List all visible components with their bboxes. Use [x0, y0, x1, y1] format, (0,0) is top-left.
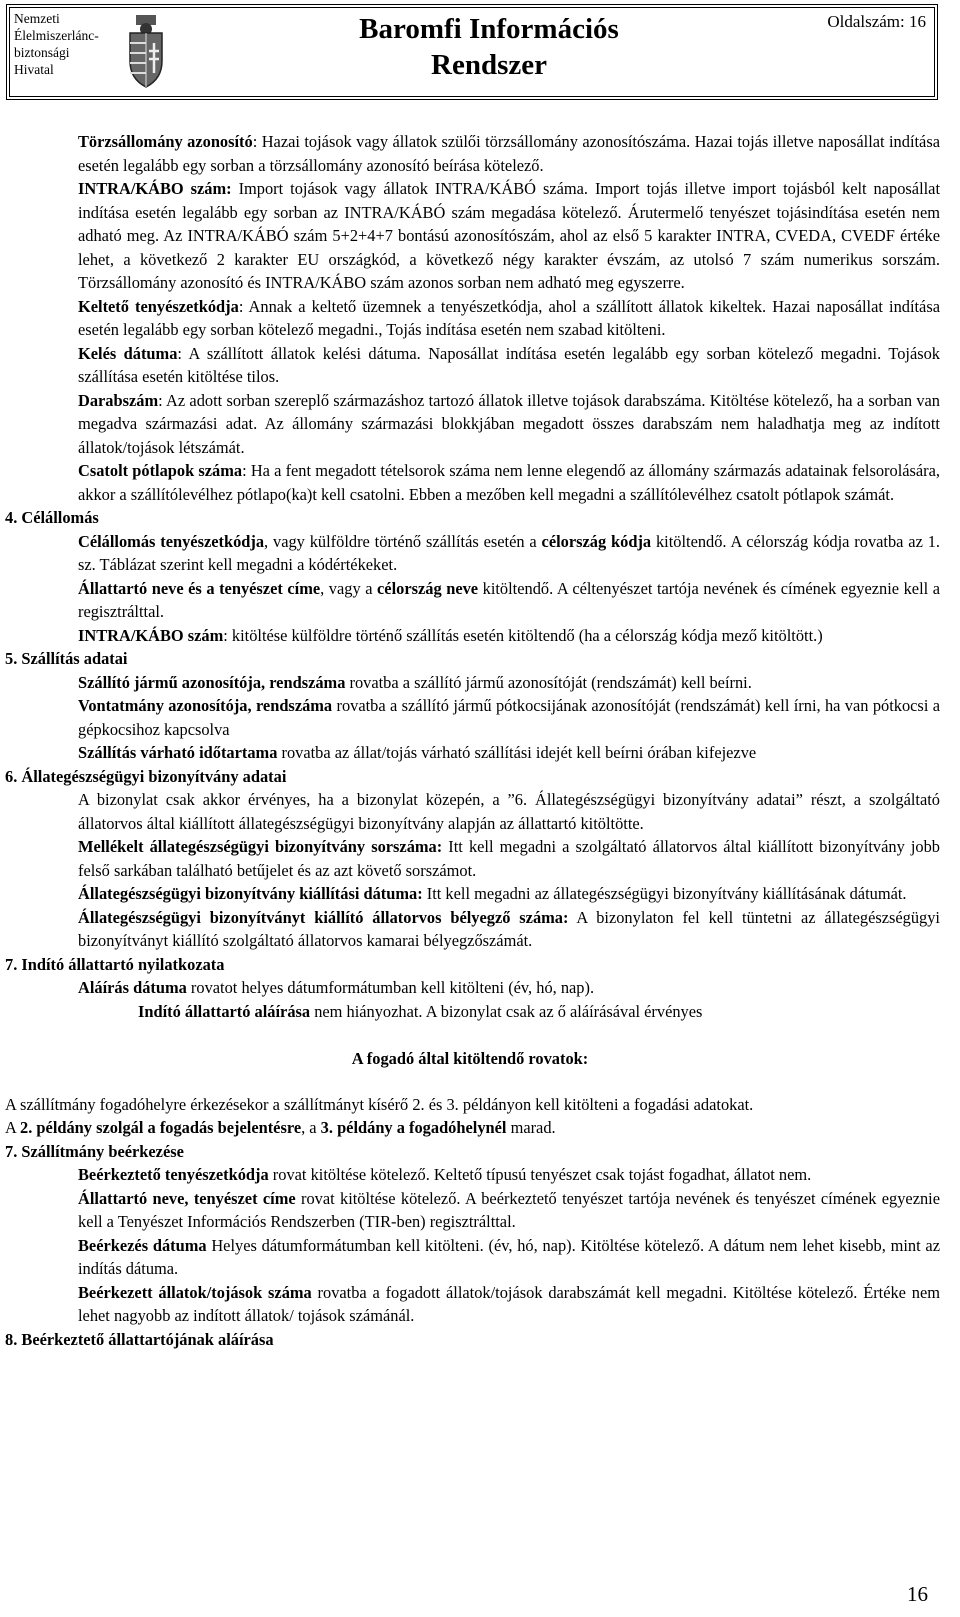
field-term: Állategészségügyi bizonyítványt kiállító állatorvos bélyegző száma: [78, 907, 569, 927]
text-run: A [5, 1118, 21, 1137]
paragraph [0, 1116, 940, 1140]
field-description: : Ha a fent megadott tételsorok száma nem lenne elegendő az állomány származás adatainak felsorolására, akkor a szállítólevélhez pótlapo(ka)t kell csatolni. Ebben a mezőben kell megadni a szállítólevélhez csatolt pótlapok számát. [78, 461, 941, 504]
paragraph [0, 694, 940, 741]
field-description: : Annak a keltető üzemnek a tenyészetkódja, ahol a szállított állatok kikeltek. Hazai naposállat indítása esetén legalább egy sorban kötelező megadni., Tojás indítása esetén nem szabad kitölteni. [78, 296, 940, 339]
section-heading: 7. Indító állattartó nyilatkozata [5, 954, 225, 974]
field-description: rovatba a fogadott állatok/tojások darabszámát kell megadni. Kitöltése kötelező. Értéke nem lehet nagyobb az indított állatok/ tojások számánál. [78, 1282, 940, 1325]
agency-line: Nemzeti [14, 11, 60, 26]
field-term: Csatolt pótlapok száma [78, 461, 243, 480]
agency-line: biztonsági [14, 45, 70, 60]
field-description: rovatba a szállító jármű pótkocsijának azonosítóját (rendszámát) kell írni, ha van pótkocsi a gépkocsihoz kapcsolva [78, 696, 941, 739]
title-line: Baromfi Információs [359, 13, 619, 45]
field-term: Állattartó neve és a tenyészet címe [78, 578, 321, 598]
paragraph [0, 177, 940, 295]
field-description: kitöltendő. A céltenyészet tartója nevének és címének egyeznie kell a regisztrálttal. [78, 578, 941, 621]
field-term: Vontatmány azonosítója, rendszáma [78, 696, 333, 715]
field-description: rovat kitöltése kötelező. A beérkeztető tenyészet tartója nevének és tenyészet címének egyeznie kell a Tenyészet Információs Rendszerben (TIR-ben) regisztrálttal. [78, 1188, 940, 1231]
field-term: Beérkezés dátuma [78, 1235, 207, 1255]
field-description: rovatba a szállító jármű azonosítóját (rendszámát) kell beírni. [345, 672, 752, 692]
field-term: INTRA/KÁBO szám: [78, 179, 232, 198]
paragraph [0, 389, 940, 460]
section-heading: 4. Célállomás [5, 508, 99, 527]
field-term: INTRA/KÁBO szám [78, 625, 224, 645]
field-term: Mellékelt állategészségügyi bizonyítvány sorszáma: [78, 837, 443, 856]
text-run: marad. [506, 1118, 556, 1137]
section-heading: 7. Szállítmány beérkezése [5, 1141, 184, 1161]
section-heading: 5. Szállítás adatai [5, 649, 128, 668]
paragraph: A szállítmány fogadóhelyre érkezésekor a szállítmányt kísérő 2. és 3. példányon kell kitölteni a fogadási adatokat. [5, 1094, 754, 1114]
field-description: , vagy külföldre történő szállítás esetén a [264, 531, 542, 551]
receiver-section-heading: A fogadó által kitöltendő rovatok: [351, 1049, 589, 1068]
field-term: 3. példány a fogadóhelynél [320, 1118, 507, 1137]
page-number-label: Oldalszám: 16 [827, 12, 926, 31]
paragraph [0, 624, 940, 648]
paragraph [0, 882, 940, 906]
field-description: : kitöltése külföldre történő szállítás esetén kitöltendő (ha a célország kódja mező kitöltött.) [223, 625, 823, 645]
field-term: Indító állattartó aláírása [138, 1001, 311, 1021]
paragraph [0, 1234, 940, 1281]
field-term: Szállítás várható időtartama [78, 743, 278, 762]
field-term: célország kódja [541, 531, 652, 551]
field-term: Szállító jármű azonosítója, rendszáma [78, 672, 346, 692]
text-run: , a [301, 1118, 321, 1137]
field-term: Beérkeztető tenyészetkódja [78, 1165, 269, 1184]
page-header [6, 4, 938, 100]
header-frame [9, 7, 935, 97]
system-title [174, 8, 934, 96]
field-term: 2. példány szolgál a fogadás bejelentésre [20, 1118, 302, 1137]
field-description: , vagy a [320, 578, 378, 598]
paragraph [0, 459, 940, 506]
field-description: rovat kitöltése kötelező. Keltető típusú tenyészet csak tojást fogadhat, állatot nem. [268, 1165, 812, 1184]
field-description: : A szállított állatok kelési dátuma. Naposállat indítása esetén legalább egy sorban kötelező megadni. Tojások szállítása esetén kitöltése tilos. [78, 343, 940, 386]
paragraph [0, 577, 940, 624]
paragraph [0, 671, 940, 695]
paragraph [0, 130, 940, 177]
title-line: Rendszer [431, 49, 547, 81]
field-description: nem hiányozhat. A bizonylat csak az ő aláírásával érvényes [310, 1001, 703, 1021]
field-description: kitöltendő. A célország kódja rovatba az 1. sz. Táblázat szerint kell megadni a kódértékeket. [78, 531, 940, 574]
field-description: Itt kell megadni a szolgáltató állatorvos által kiállított bizonyítvány jobb felső sarkában található betűjelet és az azt követő sorszámot. [78, 837, 940, 880]
section-heading: 6. Állategészségügyi bizonyítvány adatai [5, 766, 287, 786]
field-description: Import tojások vagy állatok INTRA/KÁBÓ száma. Import tojás illetve import tojásból kelt naposállat indítása esetén legalább egy sorban az INTRA/KÁBÓ szám megadása kötelező. Árutermelő tenyészet tojásindítása esetén nem adható meg. Az INTRA/KÁBÓ szám 5+2+4+7 bontású azonosítószám, ahol az első 5 karakter INTRA, CVEDA, CVEDF értéke lehet, a következő 2 karakter EU országkód, a következő négy karakter évszám, az utolsó 7 szám numerikus sorszám. Törzsállomány azonosító és INTRA/KÁBO szám azonos sorban nem adható meg egyszerre. [78, 179, 941, 292]
field-description: A bizonylaton fel kell tüntetni az állategészségügyi bizonyítványt kiállító szolgáltató állatorvos kamarai bélyegzőszámát. [78, 907, 940, 950]
field-description: rovatot helyes dátumformátumban kell kitölteni (év, hó, nap). [186, 978, 595, 997]
agency-line: Hivatal [14, 62, 54, 77]
paragraph [0, 1187, 940, 1234]
field-description: Itt kell megadni az állategészségügyi bizonyítvány kiállításának dátumát. [422, 884, 907, 903]
field-term: Keltető tenyészetkódja [78, 296, 239, 316]
paragraph [0, 1000, 940, 1024]
agency-line: Élelmiszerlánc- [14, 28, 99, 43]
coat-of-arms-icon [118, 8, 174, 96]
field-term: Állattartó neve, tenyészet címe [78, 1188, 296, 1208]
paragraph [0, 835, 940, 882]
field-description: rovatba az állat/tojás várható szállítási idejét kell beírni órában kifejezve [277, 743, 757, 762]
paragraph [0, 976, 940, 1000]
field-term: Törzsállomány azonosító [78, 132, 253, 151]
paragraph [0, 1281, 940, 1328]
field-term: Állategészségügyi bizonyítvány kiállítási dátuma: [78, 884, 423, 903]
field-description: : Az adott sorban szereplő származáshoz tartozó állatok illetve tojások darabszáma. Kitöltése kötelező, ha a sorban van megadva származási adat. Az állomány származási blokkjában megadott összes darabszám nem haladhatja meg az indított állatok/tojások létszámát. [78, 390, 940, 457]
paragraph [0, 342, 940, 389]
paragraph [0, 530, 940, 577]
field-term: Darabszám [78, 390, 159, 410]
field-term: Beérkezett állatok/tojások száma [78, 1282, 312, 1302]
section-heading: 8. Beérkeztető állattartójának aláírása [5, 1329, 274, 1349]
paragraph [0, 741, 940, 765]
agency-name [10, 8, 118, 96]
document-body [0, 130, 940, 1351]
field-description: Helyes dátumformátumban kell kitölteni. (év, hó, nap). Kitöltése kötelező. A dátum nem lehet kisebb, mint az indítás dátuma. [78, 1235, 940, 1278]
paragraph [0, 295, 940, 342]
field-term: Célállomás tenyészetkódja [78, 531, 265, 551]
footer-page-number: 16 [907, 1582, 928, 1606]
field-term: Aláírás dátuma [78, 978, 187, 997]
field-term: Kelés dátuma [78, 343, 178, 363]
paragraph [0, 1163, 940, 1187]
field-description: : Hazai tojások vagy állatok szülői törzsállomány azonosítószáma. Hazai tojás illetve naposállat indítása esetén legalább egy sorban a törzsállomány azonosító beírása kötelező. [78, 132, 940, 175]
paragraph [0, 906, 940, 953]
paragraph: A bizonylat csak akkor érvényes, ha a bizonylat közepén, a ”6. Állategészségügyi bizonyítvány adatai” részt, a szolgáltató állatorvos által kiállított állategészségügyi bizonyítvány alapján az állattartó kitöltötte. [78, 790, 940, 833]
field-term: célország neve [377, 578, 479, 598]
